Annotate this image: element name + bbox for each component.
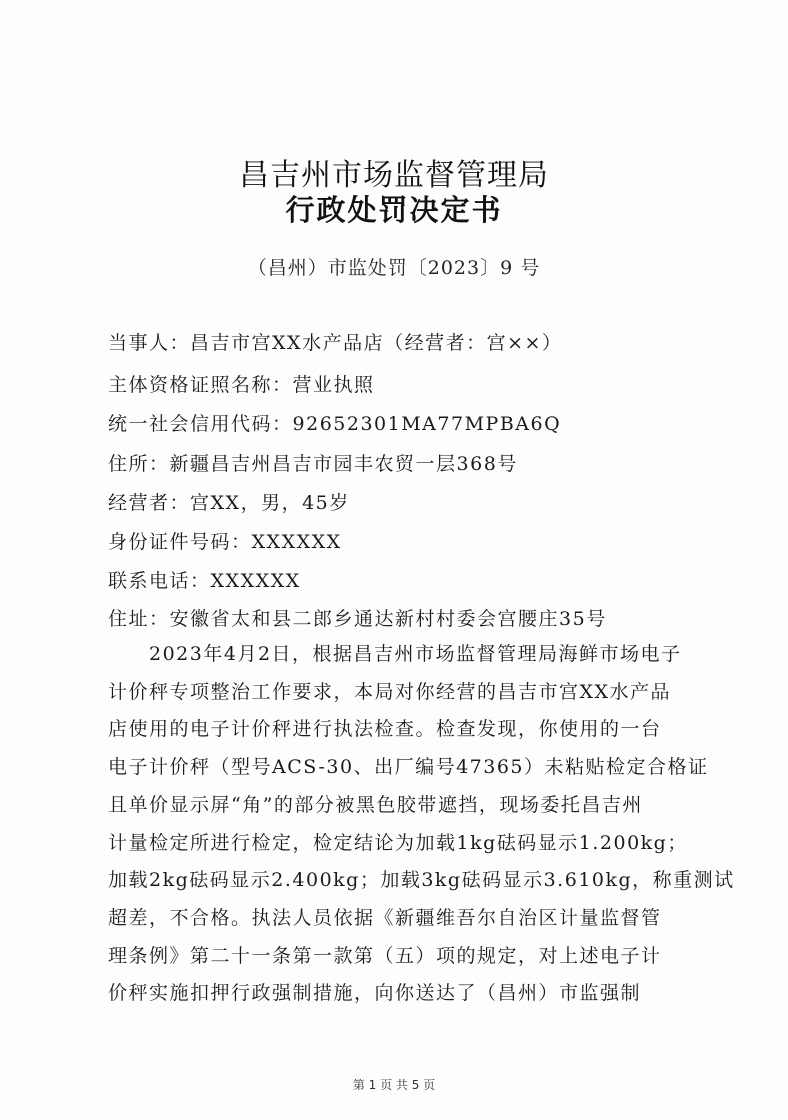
- page-number-footer: 第 1 页 共 5 页: [352, 1078, 436, 1092]
- party-name-value: 昌吉市宫XX水产品店（经营者：宫××）: [190, 332, 563, 354]
- paragraph-line: 计价秤专项整治工作要求，本局对你经营的昌吉市宫XX水产品: [108, 680, 672, 703]
- paragraph-line: 电子计价秤（型号ACS-30、出厂编号47365）未粘贴检定合格证: [108, 756, 709, 779]
- phone-row: [108, 566, 708, 593]
- paragraph-line: 2023年4月2日，根据昌吉州市场监督管理局海鲜市场电子: [108, 643, 682, 665]
- phone-label: 联系电话：: [108, 570, 211, 592]
- home-address-row: [108, 604, 708, 631]
- home-address-value: 安徽省太和县二郎乡通达新村村委会宫腰庄35号: [169, 608, 607, 630]
- paragraph-line: 超差，不合格。执法人员依据《新疆维吾尔自治区计量监督管: [108, 906, 662, 929]
- id-number-value: XXXXXX: [251, 531, 342, 553]
- paragraph-line: 且单价显示屏“角”的部分被黑色胶带遮挡，现场委托昌吉州: [108, 793, 643, 816]
- paragraph-line: 理条例》第二十一条第一款第（五）项的规定，对上述电子计: [108, 944, 662, 967]
- business-address-label: 住所：: [108, 453, 170, 475]
- party-name-row: [108, 328, 708, 355]
- license-name-value: 营业执照: [292, 374, 375, 396]
- credit-code-value: 92652301MA77MPBA6Q: [292, 413, 562, 435]
- phone-value: XXXXXX: [210, 570, 301, 592]
- party-name-label: 当事人：: [108, 332, 191, 354]
- id-number-row: [108, 527, 708, 554]
- business-address-value: 新疆昌吉州昌吉市园丰农贸一层368号: [169, 453, 518, 475]
- home-address-label: 住址：: [108, 608, 170, 630]
- license-name-row: [108, 370, 708, 397]
- paragraph-line: 店使用的电子计价秤进行执法检查。检查发现，你使用的一台: [108, 718, 662, 741]
- paragraph-line: 加载2kg砝码显示2.400kg；加载3kg砝码显示3.610kg，称重测试: [108, 869, 735, 892]
- operator-label: 经营者：: [108, 492, 191, 514]
- document-type-title: 行政处罚决定书: [285, 193, 503, 227]
- operator-value: 宫XX，男，45岁: [190, 492, 350, 514]
- business-address-row: [108, 449, 708, 476]
- agency-title: 昌吉州市场监督管理局: [239, 158, 549, 193]
- operator-row: [108, 488, 708, 515]
- case-description-paragraph: [108, 636, 735, 1013]
- paragraph-line: 价秤实施扣押行政强制措施，向你送达了（昌州）市监强制: [108, 982, 642, 1005]
- credit-code-label: 统一社会信用代码：: [108, 413, 293, 435]
- credit-code-row: [108, 409, 708, 436]
- paragraph-line: 计量检定所进行检定，检定结论为加载1kg砝码显示1.200kg；: [108, 831, 688, 854]
- license-name-label: 主体资格证照名称：: [108, 374, 293, 396]
- id-number-label: 身份证件号码：: [108, 531, 252, 553]
- document-number: （昌州）市监处罚〔2023〕9 号: [247, 257, 541, 279]
